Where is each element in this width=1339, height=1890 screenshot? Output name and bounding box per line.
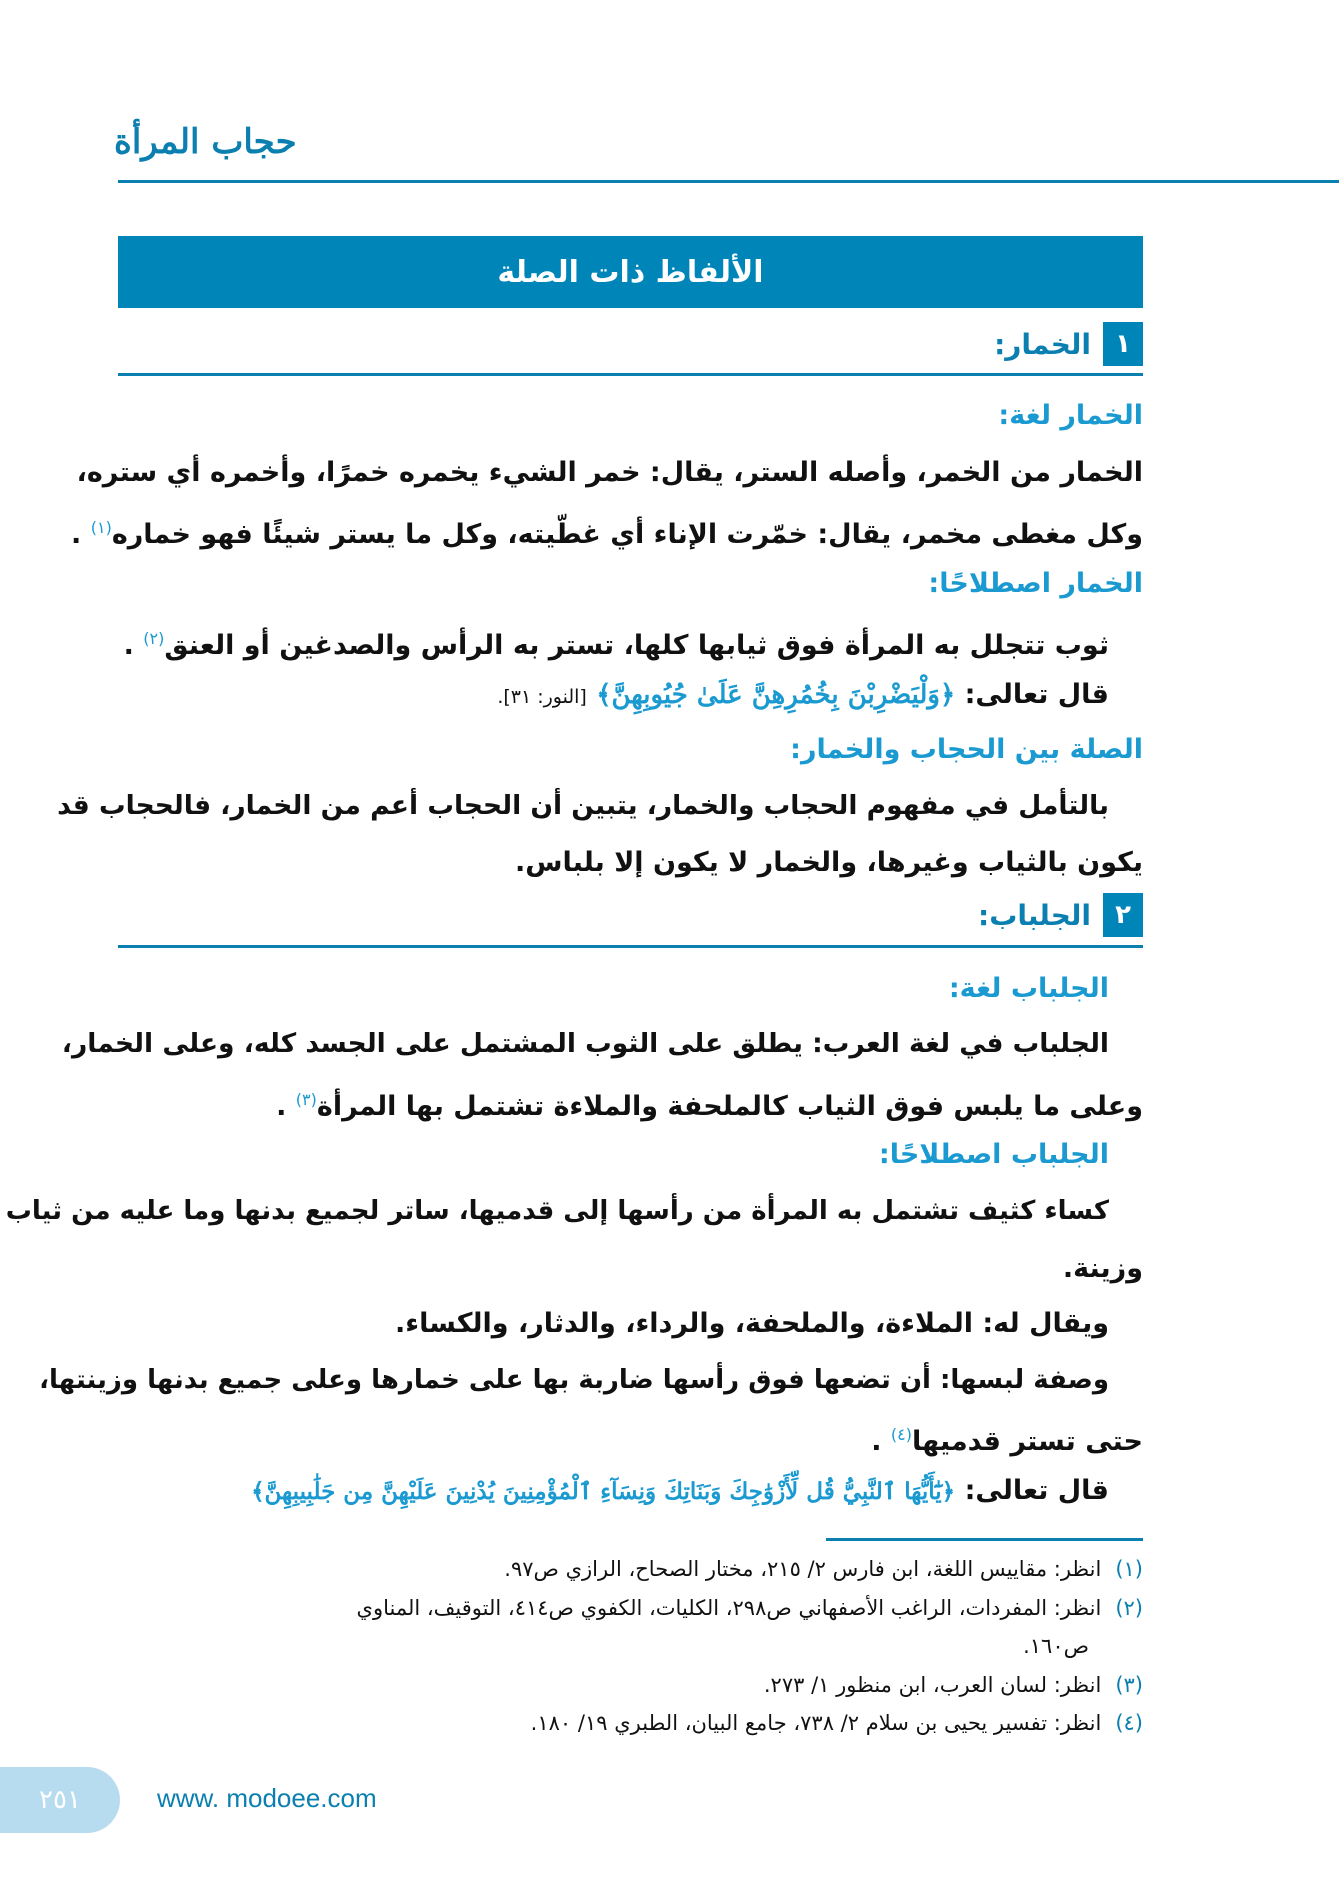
subheading: الجلباب اصطلاحًا: xyxy=(878,1139,1109,1170)
section-title: الجلباب: xyxy=(978,898,1091,932)
footnote-number: (١) xyxy=(1115,1557,1143,1581)
paragraph-line: وعلى ما يلبس فوق الثياب كالملحفة والملاءة تشتمل بها المرأة$^{(٣)}$ . xyxy=(276,1090,1143,1122)
footnote-divider xyxy=(826,1538,1143,1541)
paragraph-line: حتى تستر قدميها$^{(٤)}$ . xyxy=(871,1425,1143,1457)
paragraph-line: ويقال له: الملاءة، والملحفة، والرداء، والدثار، والكساء. xyxy=(395,1308,1109,1339)
text: قال تعالى: xyxy=(964,1475,1109,1506)
footnote-ref[interactable]: (٢) xyxy=(143,629,165,648)
ayah: ﴿وَلْيَضْرِبْنَ بِخُمُرِهِنَّ عَلَىٰ جُيُوبِهِنَّ﴾ xyxy=(596,680,956,710)
section-number: ١ xyxy=(1103,322,1143,366)
section-divider xyxy=(118,373,1143,376)
footnote-ref[interactable]: (٣) xyxy=(295,1090,317,1109)
quran-quote-line xyxy=(118,1466,1109,1516)
section-banner xyxy=(118,236,1143,308)
subheading: الخمار اصطلاحًا: xyxy=(928,568,1143,599)
section-number: ٢ xyxy=(1103,893,1143,937)
section-title: الخمار: xyxy=(994,327,1091,361)
text: ثوب تتجلل به المرأة فوق ثيابها كلها، تستر به الرأس والصدغين أو العنق xyxy=(164,630,1109,661)
paragraph-line: ثوب تتجلل به المرأة فوق ثيابها كلها، تستر به الرأس والصدغين أو العنق$^{(٢)}$ . xyxy=(123,629,1109,661)
footnote-number: (٢) xyxy=(1115,1596,1143,1620)
paragraph-line xyxy=(76,448,1143,498)
footnote xyxy=(118,1550,1143,1588)
footnote-text: انظر: تفسير يحيى بن سلام ٢/ ٧٣٨، جامع البيان، الطبري ١٩/ ١٨٠. xyxy=(530,1711,1102,1735)
book-title-logo: حجاب المرأة xyxy=(114,122,297,162)
quran-quote-line xyxy=(84,670,1109,720)
paragraph-line: بالتأمل في مفهوم الحجاب والخمار، يتبين أن الحجاب أعم من الخمار، فالحجاب قد xyxy=(57,790,1109,821)
footnote-continuation: ص١٦٠. xyxy=(1023,1634,1089,1658)
footnote-ref[interactable]: (١) xyxy=(90,518,112,537)
footnote xyxy=(118,1704,1143,1742)
text: وكل مغطى مخمر، يقال: خمّرت الإناء أي غطّيته، وكل ما يستر شيئًا فهو خماره xyxy=(111,519,1143,550)
website-link[interactable]: www. modoee.com xyxy=(157,1783,377,1813)
paragraph-line: وزينة. xyxy=(1062,1253,1143,1284)
footnote-ref[interactable]: (٤) xyxy=(890,1425,912,1444)
footnote-number: (٣) xyxy=(1115,1673,1143,1697)
text: وعلى ما يلبس فوق الثياب كالملحفة والملاءة تشتمل بها المرأة xyxy=(316,1091,1143,1122)
subheading: الجلباب لغة: xyxy=(948,973,1109,1004)
footnote xyxy=(118,1666,1143,1704)
subheading: الصلة بين الحجاب والخمار: xyxy=(790,734,1143,765)
header-divider xyxy=(118,180,1339,183)
section-heading-khimar xyxy=(994,322,1143,366)
page-number: ٢٥١ xyxy=(0,1767,120,1833)
paragraph-line: وكل مغطى مخمر، يقال: خمّرت الإناء أي غطّيته، وكل ما يستر شيئًا فهو خماره$^{(١)}$ . xyxy=(71,518,1143,550)
footnote-number: (٤) xyxy=(1115,1711,1143,1735)
paragraph-line: يكون بالثياب وغيرها، والخمار لا يكون إلا بلباس. xyxy=(514,847,1143,878)
ayah: ﴿يَٰٓأَيُّهَا ٱلنَّبِيُّ قُل لِّأَزْوَٰجِكَ وَبَنَاتِكَ وَنِسَآءِ ٱلْمُؤْمِنِينَ يُدْنِينَ عَلَيْهِنَّ مِن جَلَٰبِيبِهِنَّ﴾ xyxy=(251,1478,956,1505)
subheading: الخمار لغة: xyxy=(998,400,1143,431)
paragraph-line: كساء كثيف تشتمل به المرأة من رأسها إلى قدميها، ساتر لجميع بدنها وما عليه من ثياب xyxy=(5,1196,1109,1226)
footnote-text: انظر: مقاييس اللغة، ابن فارس ٢/ ٢١٥، مختار الصحاح، الرازي ص٩٧. xyxy=(504,1557,1102,1581)
section-divider xyxy=(118,945,1143,948)
banner-title: الألفاظ ذات الصلة xyxy=(497,254,764,290)
paragraph-line: الجلباب في لغة العرب: يطلق على الثوب المشتمل على الجسد كله، وعلى الخمار، xyxy=(61,1028,1109,1059)
ayah-reference: [النور: ٣١]. xyxy=(497,686,587,708)
section-heading-jilbab xyxy=(978,893,1143,937)
text: الخمار من الخمر، وأصله الستر، يقال: خمر الشيء يخمره خمرًا، وأخمره أي ستره، xyxy=(76,457,1143,488)
text: حتى تستر قدميها xyxy=(911,1426,1143,1457)
footnote-text: انظر: لسان العرب، ابن منظور ١/ ٢٧٣. xyxy=(763,1673,1102,1697)
footnote xyxy=(118,1589,1143,1627)
footnote-text: انظر: المفردات، الراغب الأصفهاني ص٢٩٨، الكليات، الكفوي ص٤١٤، التوقيف، المناوي xyxy=(356,1596,1102,1620)
paragraph-line: وصفة لبسها: أن تضعها فوق رأسها ضاربة بها على خمارها وعلى جميع بدنها وزينتها، xyxy=(39,1365,1109,1395)
text: قال تعالى: xyxy=(964,679,1109,710)
